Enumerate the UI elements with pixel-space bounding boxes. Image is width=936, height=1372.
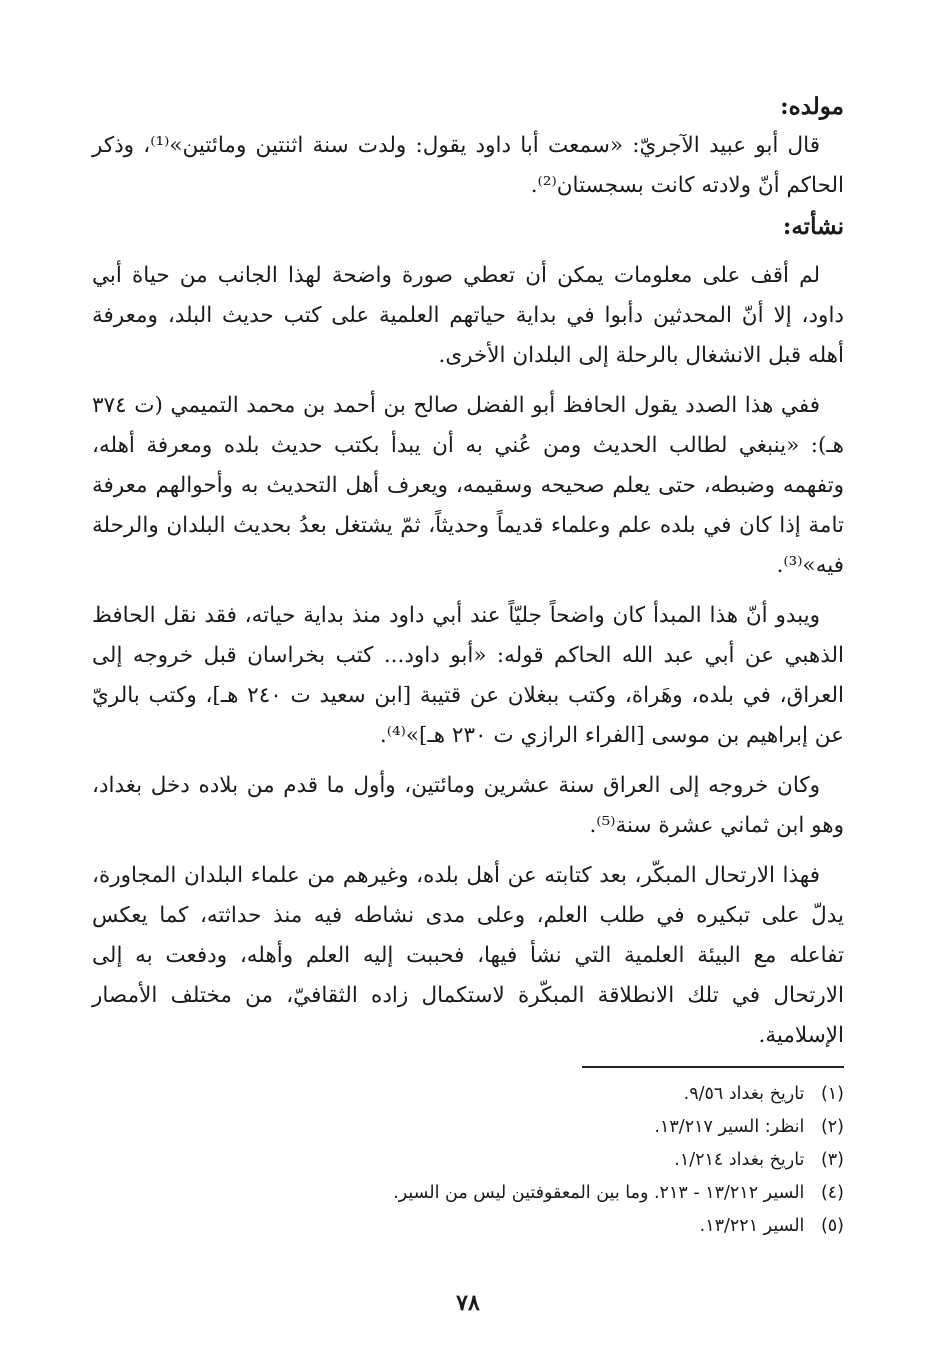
footnote-number: (٤) <box>820 1183 844 1203</box>
footnote-item <box>92 1078 844 1111</box>
page-number: ٧٨ <box>456 1290 480 1316</box>
paragraph-upbringing-4: وكان خروجه إلى العراق سنة عشرين ومائتين، وأول ما قدم من بلاده دخل بغداد، وهو ابن ثماني عشرة سنة⁽⁵⁾. <box>92 773 844 838</box>
footnote-item <box>92 1111 844 1144</box>
paragraph-upbringing-1: لم أقف على معلومات يمكن أن تعطي صورة واضحة لهذا الجانب من حياة أبي داود، إلا أنّ المحدثين دأبوا في بداية حياتهم العلمية على كتب حديث البلد، ومعرفة أهله قبل الانشغال بالرحلة إلى البلدان الأخرى. <box>92 263 844 368</box>
paragraph-upbringing-3: ويبدو أنّ هذا المبدأ كان واضحاً جليّاً عند أبي داود منذ بداية حياته، فقد نقل الحافظ الذهبي عن أبي عبد الله الحاكم قوله: «أبو داود... كتب بخراسان قبل خروجه إلى العراق، في بلده، وهَراة، وكتب ببغلان عن قتيبة [ابن سعيد ت ٢٤٠ هـ]، وكتب بالريّ عن إبراهيم بن موسى [الفراء الرازي ت ٢٣٠ هـ]»⁽⁴⁾. <box>92 603 844 748</box>
footnote-number: (١) <box>820 1084 844 1104</box>
footnote-item <box>92 1177 844 1210</box>
footnote-number: (٣) <box>820 1150 844 1170</box>
footnotes <box>92 1078 844 1243</box>
paragraph-upbringing-2: ففي هذا الصدد يقول الحافظ أبو الفضل صالح بن أحمد بن محمد التميمي (ت ٣٧٤ هـ): «ينبغي لطالب الحديث ومن عُني به أن يبدأ بكتب حديث بلده ومعرفة أهله، وتفهمه وضبطه، حتى يعلم صحيحه وسقيمه، ويعرف أهل التحديث به وأحوالهم معرفة تامة إذا كان في بلده علم وعلماء قديماً وحديثاً، ثمّ يشتغل بعدُ بحديث البلدان والرحلة فيه»⁽³⁾. <box>92 393 844 578</box>
footnote-text: تاريخ بغداد ١/٢١٤. <box>674 1150 805 1170</box>
paragraph-birth: قال أبو عبيد الآجريّ: «سمعت أبا داود يقول: ولدت سنة اثنتين ومائتين»⁽¹⁾، وذكر الحاكم أنّ ولادته كانت بسجستان⁽²⁾. <box>92 133 844 198</box>
footnote-number: (٢) <box>820 1117 844 1137</box>
footnote-text: السير ١٣/٢٢١. <box>699 1216 805 1236</box>
footnote-text: انظر: السير ١٣/٢١٧. <box>654 1117 805 1137</box>
footnote-number: (٥) <box>820 1216 844 1236</box>
footnote-separator <box>582 1066 844 1068</box>
main-text <box>92 88 844 1056</box>
heading-upbringing: نشأته: <box>782 213 844 240</box>
footnote-text: السير ١٣/٢١٢ - ٢١٣. وما بين المعقوفتين ليس من السير. <box>393 1183 805 1203</box>
footnote-item <box>92 1144 844 1177</box>
footnote-text: تاريخ بغداد ٩/٥٦. <box>683 1084 805 1104</box>
paragraph-upbringing-5: فهذا الارتحال المبكّر، بعد كتابته عن أهل بلده، وغيرهم من علماء البلدان المجاورة، يدلّ على تبكيره في طلب العلم، وعلى مدى نشاطه فيه منذ حداثته، كما يعكس تفاعله مع البيئة العلمية التي نشأ فيها، فحببت إليه العلم وأهله، ودفعت به إلى الارتحال في تلك الانطلاقة المبكّرة لاستكمال زاده الثقافيّ، من مختلف الأمصار الإسلامية. <box>92 863 844 1048</box>
heading-birth: مولده: <box>780 93 844 120</box>
footnote-item <box>92 1210 844 1243</box>
